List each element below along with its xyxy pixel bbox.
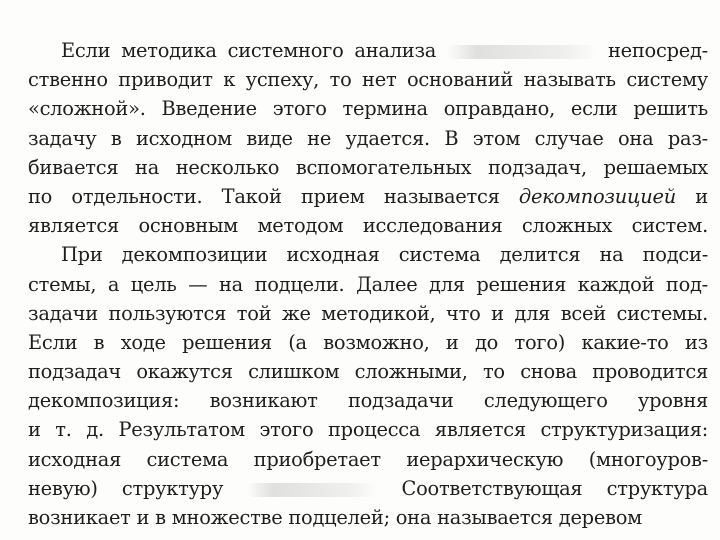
paragraph-2-line-7: и т. д. Результатом этого процесса является структуризация:	[28, 418, 708, 442]
paragraph-2-line-2: стемы, а цель — на подцели. Далее для решения каждой под-	[28, 272, 708, 296]
document-text	[28, 36, 708, 532]
emphasized-term: декомпозицией	[518, 184, 676, 208]
text-span: Если методика системного анализа	[61, 39, 437, 62]
paragraph-2-line-10: возникает и в множестве подцелей; она называется деревом	[28, 506, 642, 529]
paragraph-1-line-5: бивается на несколько вспомогательных подзадач, решаемых	[28, 155, 708, 179]
text-span: Соответствующая структура	[401, 476, 708, 500]
paragraph-2-line-1: При декомпозиции исходная система делится на подси-	[61, 243, 708, 267]
text-span: по отдельности. Такой прием называется	[28, 184, 500, 208]
paragraph-1-line-7: является основным методом исследования сложных систем.	[28, 214, 708, 238]
paragraph-1-line-1	[28, 36, 708, 65]
text-span: и	[695, 184, 708, 208]
paragraph-1-line-4: задачу в исходном виде не удается. В этом случае она раз-	[28, 126, 708, 150]
text-span: невую) структуру	[28, 476, 224, 500]
paragraph-2-line-3: задачи пользуются той же методикой, что и для всей системы.	[28, 301, 708, 325]
paragraph-1-line-3: «сложной». Введение этого термина оправдано, если решить	[28, 97, 708, 121]
paragraph-2-line-5: подзадач окажутся слишком сложными, то снова проводится	[28, 360, 708, 384]
paragraph-1-line-2: ственно приводит к успеху, то нет оснований называть систему	[28, 68, 708, 92]
paragraph-2-line-4: Если в ходе решения (а возможно, и до того) какие-то из	[28, 330, 708, 354]
paragraph-2-line-8: исходная система приобретает иерархическую (многоуров-	[28, 447, 708, 471]
text-span: непосред-	[607, 39, 708, 62]
paragraph-1-line-6	[28, 182, 708, 211]
illegible-text	[247, 483, 377, 497]
illegible-text	[447, 45, 597, 59]
paragraph-2-line-6: декомпозиция: возникают подзадачи следующего уровня	[28, 389, 708, 413]
paragraph-2-line-9	[28, 474, 708, 503]
